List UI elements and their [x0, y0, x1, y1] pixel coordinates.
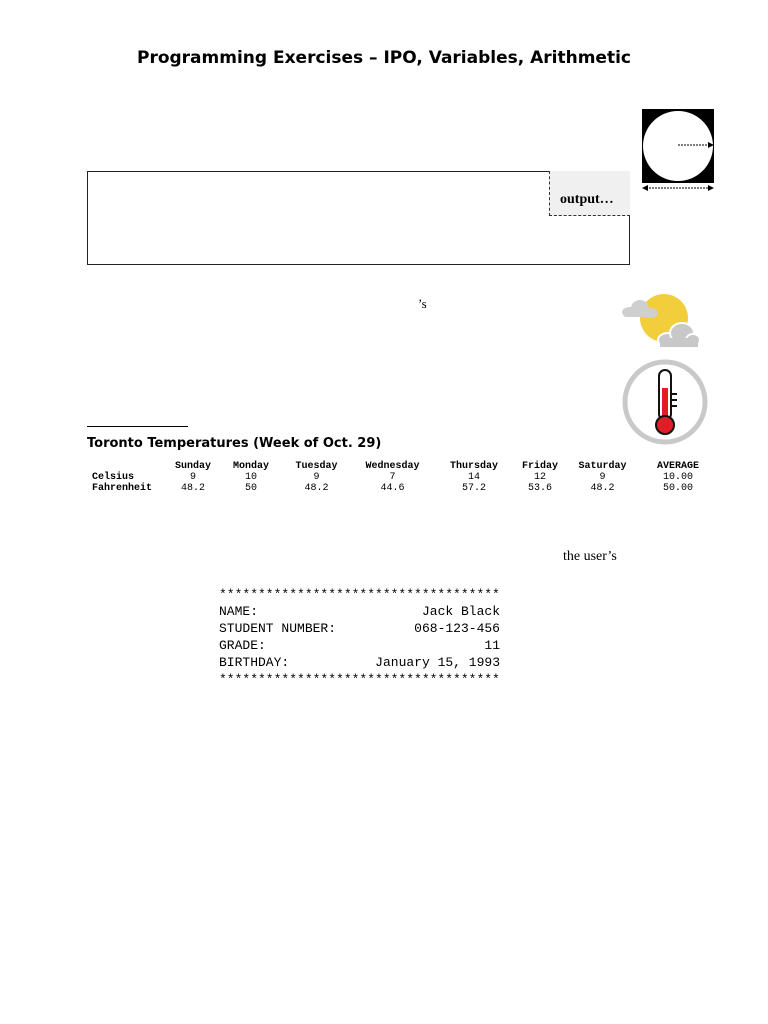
asterisk-border-bottom: ************************************	[219, 672, 500, 687]
table-cell: 9	[599, 472, 606, 483]
card-field	[219, 620, 500, 637]
row-label: Celsius	[92, 472, 135, 483]
table-cell: 48.2	[180, 483, 205, 494]
text-fragment: ’s	[418, 296, 427, 311]
column-header: Tuesday	[295, 461, 338, 472]
field-value: Jack Black	[421, 604, 500, 619]
field-value: January 15, 1993	[375, 655, 500, 670]
column-header: Friday	[521, 461, 558, 472]
field-label: GRADE:	[219, 638, 266, 653]
card-field	[219, 603, 500, 620]
student-info-card	[219, 586, 500, 688]
table-cell: 48.2	[590, 483, 615, 494]
table-cell: 48.2	[304, 483, 329, 494]
table-corner	[87, 461, 167, 472]
table-header-row	[87, 461, 718, 472]
column-header: Sunday	[174, 461, 211, 472]
table-cell: 50.00	[662, 483, 693, 494]
page-title: Programming Exercises – IPO, Variables, Arithmetic	[136, 48, 631, 68]
partly-cloudy-icon	[620, 290, 700, 348]
table-cell: 50	[244, 483, 257, 494]
field-label: BIRTHDAY:	[219, 655, 290, 670]
table-row	[87, 472, 718, 483]
column-header: Saturday	[578, 461, 627, 472]
table-cell: 10	[244, 472, 257, 483]
field-label: STUDENT NUMBER:	[219, 621, 337, 636]
column-header: AVERAGE	[656, 461, 699, 472]
temperature-table	[87, 461, 718, 494]
table-cell: 9	[189, 472, 196, 483]
column-header: Wednesday	[365, 461, 420, 472]
card-field	[219, 654, 500, 671]
table-cell: 57.2	[461, 483, 486, 494]
table-cell: 12	[533, 472, 546, 483]
field-label: NAME:	[219, 604, 259, 619]
field-value: 068-123-456	[414, 621, 500, 636]
output-tab-label: output…	[549, 171, 630, 216]
text-fragment: the user’s	[563, 549, 617, 564]
table-cell: 53.6	[527, 483, 552, 494]
footnote-rule	[87, 426, 188, 427]
card-field	[219, 637, 500, 654]
table-cell: 10.00	[662, 472, 693, 483]
ipo-diagram-icon	[642, 109, 714, 191]
table-cell: 7	[389, 472, 396, 483]
column-header: Monday	[232, 461, 269, 472]
table-cell: 44.6	[380, 483, 405, 494]
asterisk-border-top: ************************************	[219, 587, 500, 602]
row-label: Fahrenheit	[92, 483, 153, 494]
column-header: Thursday	[449, 461, 498, 472]
table-cell: 14	[467, 472, 480, 483]
temperature-table-title: Toronto Temperatures (Week of Oct. 29)	[87, 436, 382, 451]
table-cell: 9	[313, 472, 320, 483]
field-value: 11	[484, 638, 500, 653]
thermometer-icon	[622, 358, 708, 446]
table-row	[87, 483, 718, 494]
